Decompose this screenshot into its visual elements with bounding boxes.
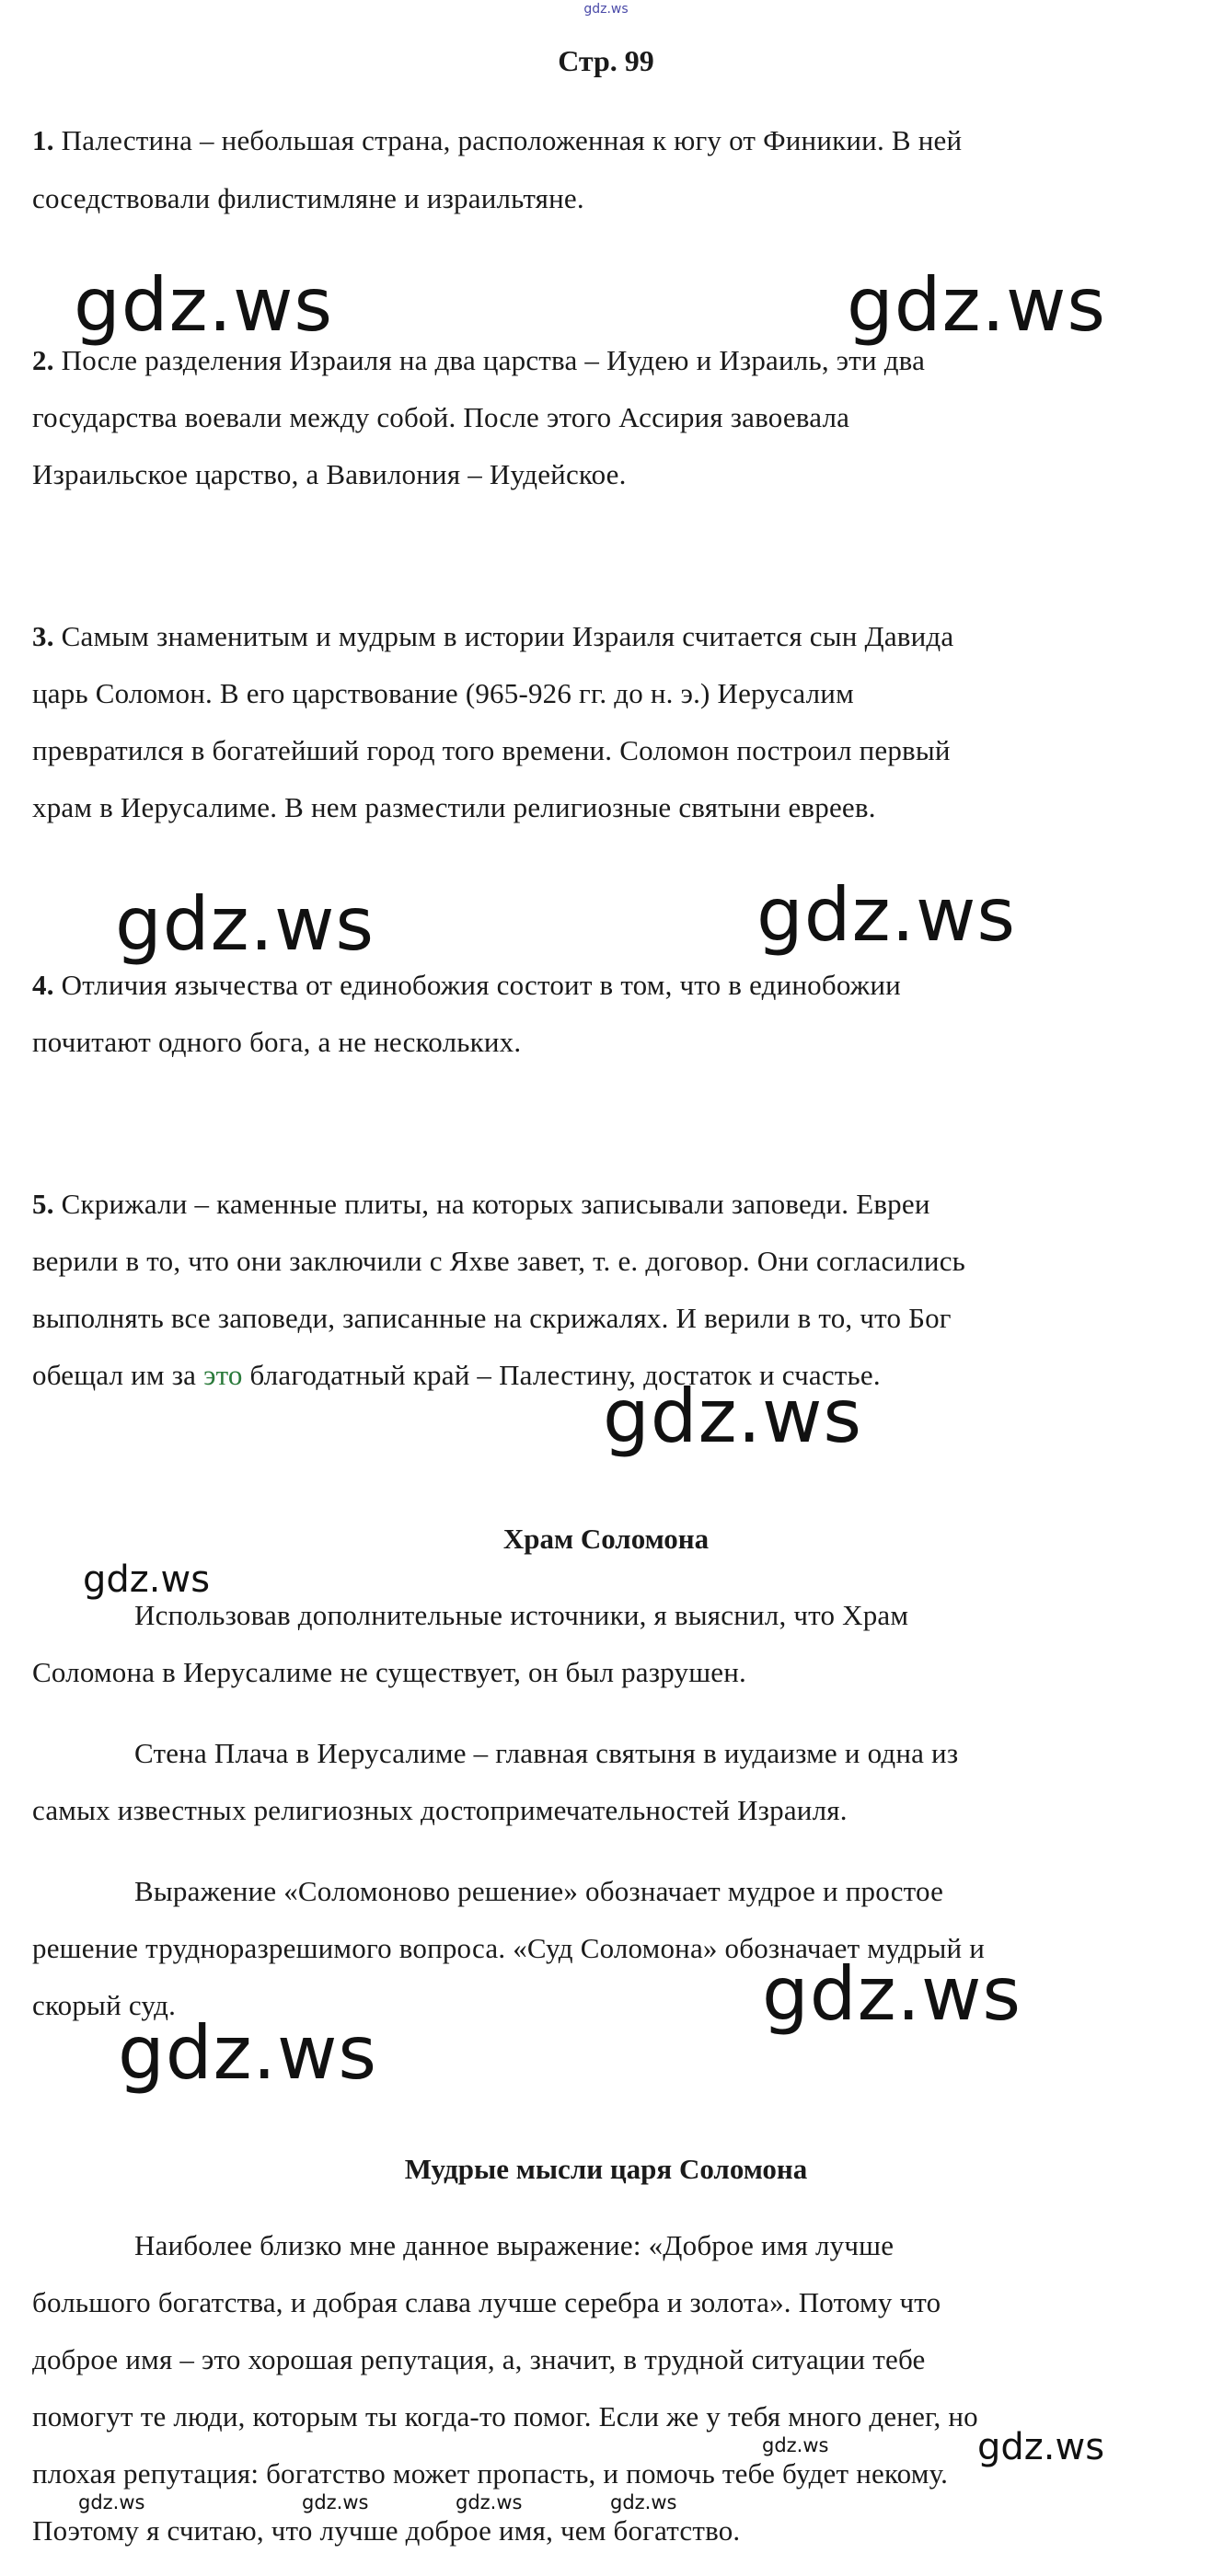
section2-p1-line-3: доброе имя – это хорошая репутация, а, значит, в трудной ситуации тебе <box>32 2343 926 2375</box>
section1-p2-line-1: Стена Плача в Иерусалиме – главная святыня в иудаизме и одна из <box>134 1737 959 1769</box>
watermark: gdz.ws <box>456 2491 523 2513</box>
section2-p1-line-6: Поэтому я считаю, что лучше доброе имя, чем богатство. <box>32 2514 741 2547</box>
item-4-line-2: почитают одного бога, а не нескольких. <box>32 1026 522 1058</box>
item-5-line-1: 5. Скрижали – каменные плиты, на которых записывали заповеди. Евреи <box>32 1188 930 1220</box>
section2-p1-line-4: помогут те люди, которым ты когда-то помог. Если же у тебя много денег, но <box>32 2400 978 2432</box>
watermark: gdz.ws <box>762 2434 829 2456</box>
watermark: gdz.ws <box>118 2010 378 2096</box>
watermark: gdz.ws <box>610 2491 677 2513</box>
watermark: gdz.ws <box>78 2491 145 2513</box>
item-2-line-2: государства воевали между собой. После этого Ассирия завоевала <box>32 401 850 433</box>
section1-p1-line-2: Соломона в Иерусалиме не существует, он был разрушен. <box>32 1656 746 1688</box>
page-title: Стр. 99 <box>558 44 654 77</box>
item-3-line-1: 3. Самым знаменитым и мудрым в истории Израиля считается сын Давида <box>32 620 954 652</box>
section2-p1-line-5: плохая репутация: богатство может пропасть, и помочь тебе будет некому. <box>32 2457 949 2490</box>
item-5-line-3: выполнять все заповеди, записанные на скрижалях. И верили в то, что Бог <box>32 1302 952 1334</box>
item-1-line-1: 1. Палестина – небольшая страна, расположенная к югу от Финикии. В ней <box>32 124 963 156</box>
item-5-line-4: обещал им за это благодатный край – Палестину, достаток и счастье. <box>32 1359 881 1391</box>
item-2-number: 2. <box>32 344 54 376</box>
section1-p2-line-2: самых известных религиозных достопримечательностей Израиля. <box>32 1794 848 1826</box>
item-5-number: 5. <box>32 1188 54 1220</box>
watermark: gdz.ws <box>83 1558 211 1601</box>
section2-p1-line-1: Наиболее близко мне данное выражение: «Доброе имя лучше <box>134 2229 895 2261</box>
section1-p3-line-1: Выражение «Соломоново решение» обозначает мудрое и простое <box>134 1875 944 1907</box>
section2-p1-line-2: большого богатства, и добрая слава лучше серебра и золота». Потому что <box>32 2286 941 2318</box>
watermark: gdz.ws <box>756 872 1017 958</box>
item-2-line-1: 2. После разделения Израиля на два царства – Иудею и Израиль, эти два <box>32 344 926 376</box>
item-1-number: 1. <box>32 124 54 156</box>
top-watermark: gdz.ws <box>583 2 629 17</box>
item-3-line-4: храм в Иерусалиме. В нем разместили религиозные святыни евреев. <box>32 791 876 823</box>
item-3-number: 3. <box>32 620 54 652</box>
section1-p3-line-2: решение трудноразрешимого вопроса. «Суд Соломона» обозначает мудрый и <box>32 1932 986 1964</box>
watermark: gdz.ws <box>847 262 1107 348</box>
item-1-line-2: соседствовали филистимляне и израильтяне. <box>32 182 584 214</box>
section-heading-temple: Храм Соломона <box>502 1523 710 1555</box>
item-5-line-2: верили в то, что они заключили с Яхве завет, т. е. договор. Они согласились <box>32 1245 966 1277</box>
item-3-line-3: превратился в богатейший город того времени. Соломон построил первый <box>32 734 951 766</box>
watermark: gdz.ws <box>762 1951 1022 2037</box>
watermark: gdz.ws <box>115 881 375 967</box>
item-4-number: 4. <box>32 969 54 1001</box>
item-2-line-3: Израильское царство, а Вавилония – Иудейское. <box>32 458 627 490</box>
watermark: gdz.ws <box>977 2426 1105 2468</box>
section-heading-wise-thoughts: Мудрые мысли царя Соломона <box>404 2153 808 2185</box>
item-3-line-2: царь Соломон. В его царствование (965-926 гг. до н. э.) Иерусалим <box>32 677 854 709</box>
section1-p3-line-3: скорый суд. <box>32 1989 177 2021</box>
watermark: gdz.ws <box>74 262 334 348</box>
section1-p1-line-1: Использовав дополнительные источники, я выяснил, что Храм <box>134 1599 909 1631</box>
watermark: gdz.ws <box>603 1374 863 1459</box>
highlighted-word: это <box>203 1359 243 1391</box>
watermark: gdz.ws <box>302 2491 369 2513</box>
item-4-line-1: 4. Отличия язычества от единобожия состоит в том, что в единобожии <box>32 969 901 1001</box>
